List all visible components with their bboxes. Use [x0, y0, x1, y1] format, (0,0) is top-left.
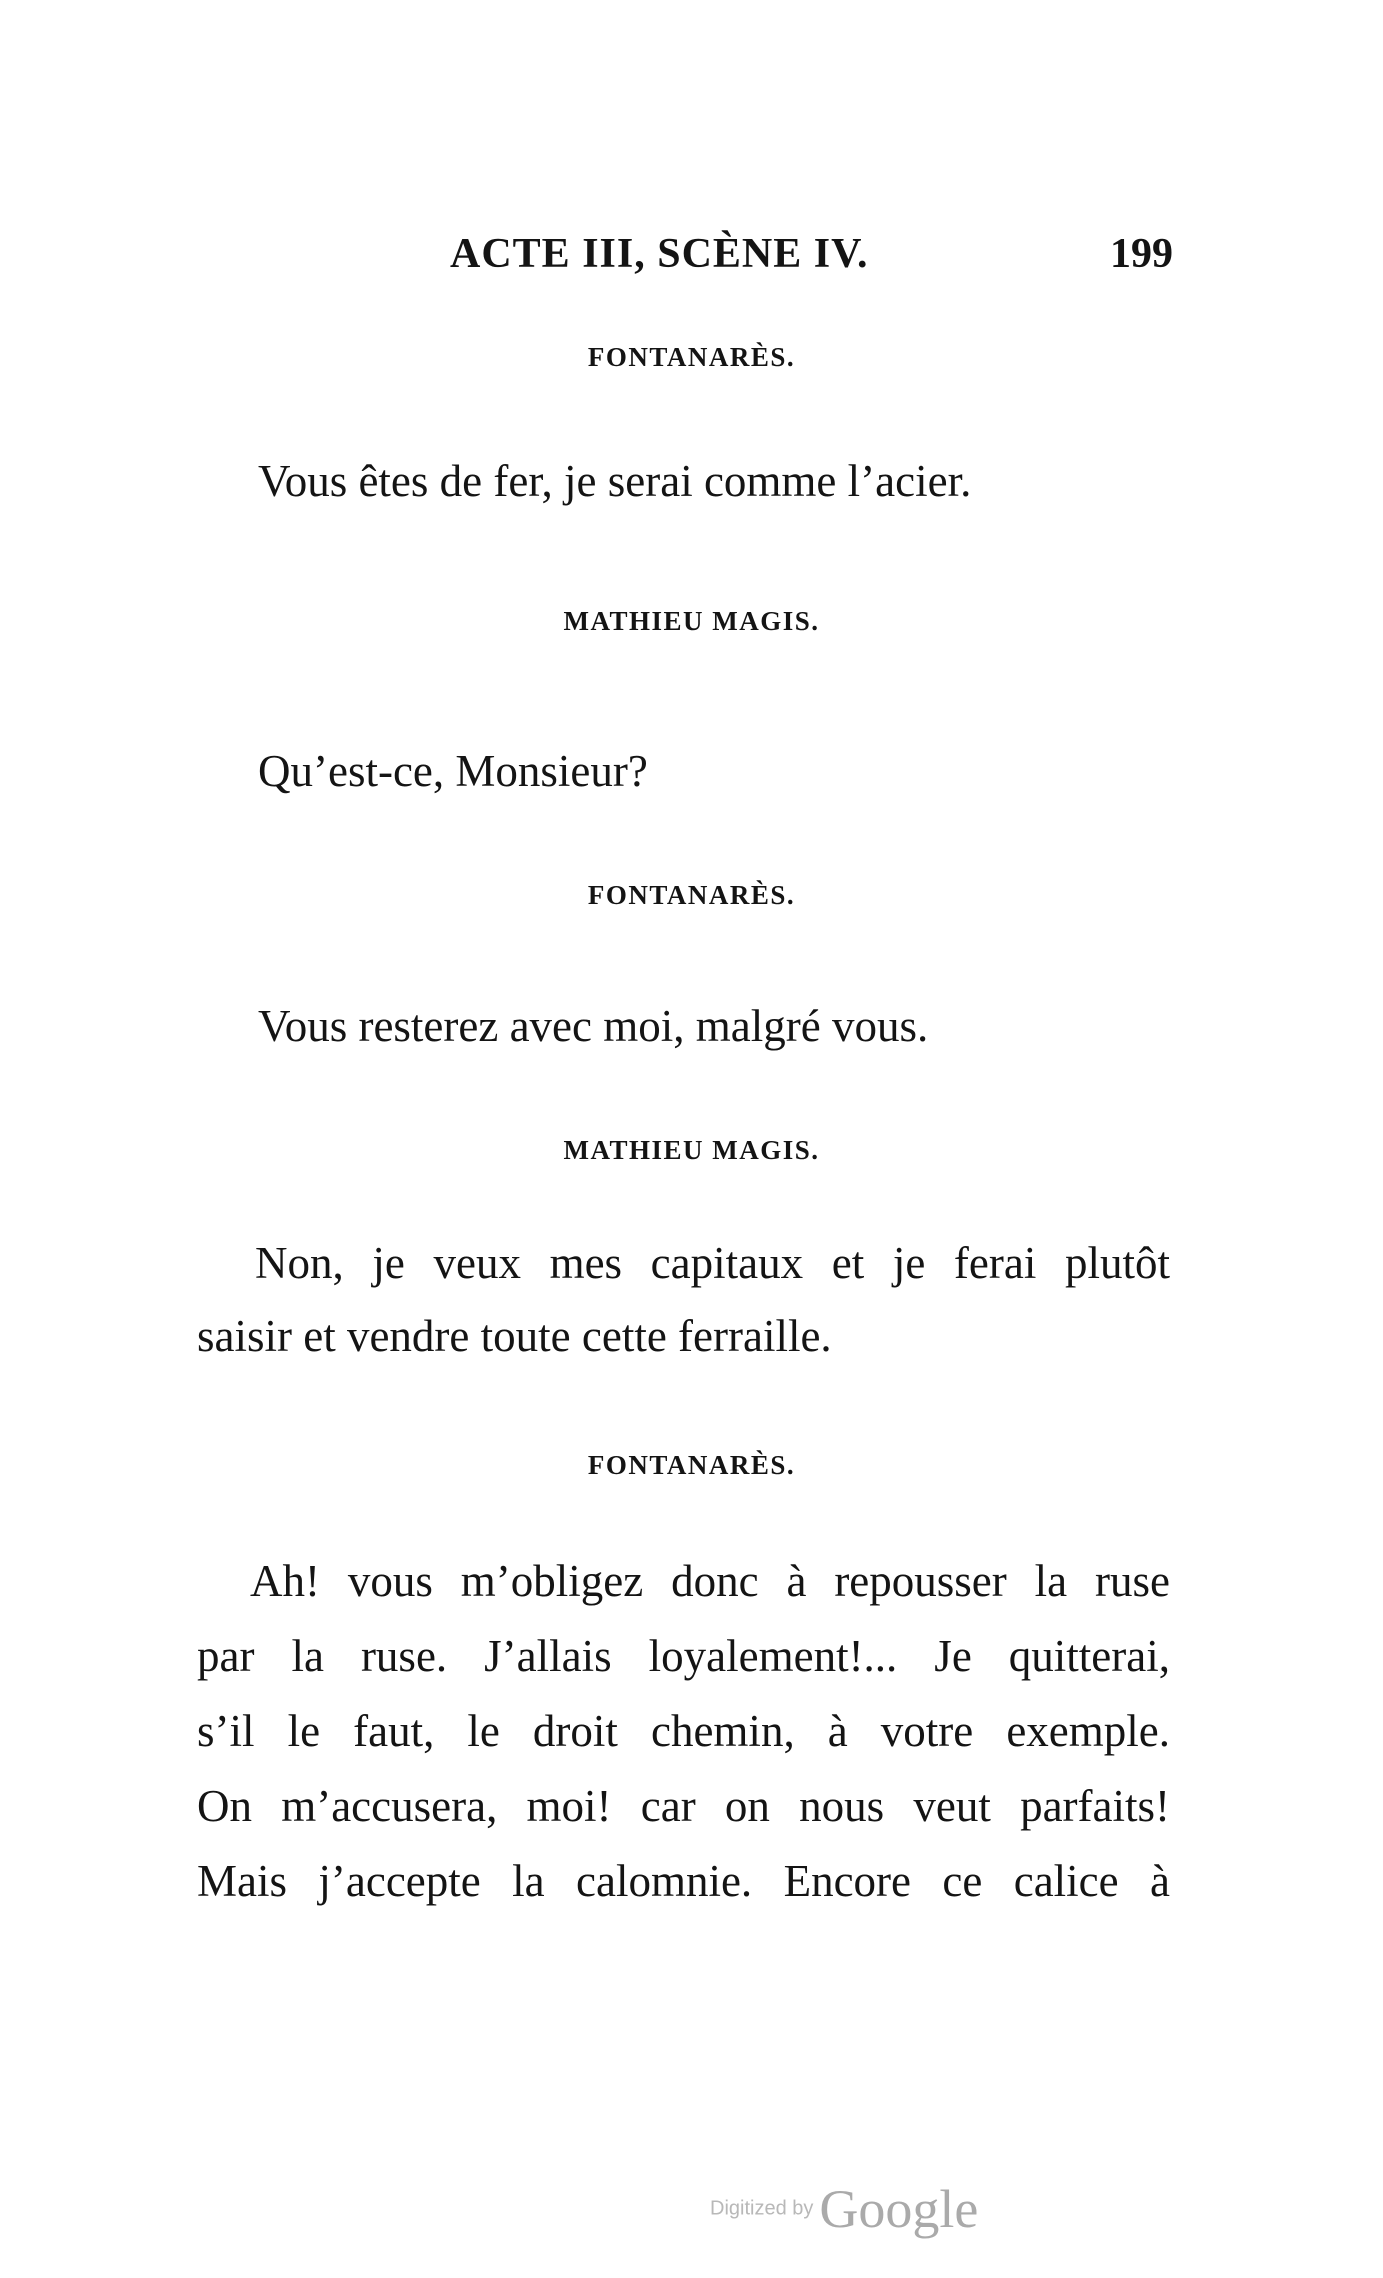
google-logo: Google	[819, 2179, 979, 2239]
digitized-by-text: Digitized by	[710, 2197, 814, 2220]
dialogue-line: par la ruse. J’allais loyalement!... Je quitterai,	[197, 1631, 1170, 1681]
speaker-name: MATHIEU MAGIS.	[563, 1135, 820, 1165]
dialogue-line: Ah! vous m’obligez donc à repousser la ruse	[250, 1556, 1170, 1606]
dialogue-line: s’il le faut, le droit chemin, à votre exemple.	[197, 1706, 1170, 1756]
dialogue-line: Vous êtes de fer, je serai comme l’acier.	[258, 456, 972, 506]
speaker-name: FONTANARÈS.	[587, 880, 796, 910]
page-number: 199	[1110, 231, 1173, 277]
dialogue-line: Vous resterez avec moi, malgré vous.	[258, 1001, 929, 1051]
digitization-watermark	[710, 2178, 978, 2240]
dialogue-line: On m’accusera, moi! car on nous veut parfaits!	[197, 1781, 1170, 1831]
speaker-name: FONTANARÈS.	[587, 342, 796, 372]
dialogue-line: Non, je veux mes capitaux et je ferai plutôt	[255, 1238, 1170, 1288]
dialogue-line: saisir et vendre toute cette ferraille.	[197, 1311, 832, 1361]
dialogue-line: Qu’est-ce, Monsieur?	[258, 746, 648, 796]
running-header: ACTE III, SCÈNE IV.	[450, 231, 869, 277]
speaker-name: FONTANARÈS.	[587, 1450, 796, 1480]
dialogue-line: Mais j’accepte la calomnie. Encore ce calice à	[197, 1856, 1170, 1906]
speaker-name: MATHIEU MAGIS.	[563, 606, 820, 636]
